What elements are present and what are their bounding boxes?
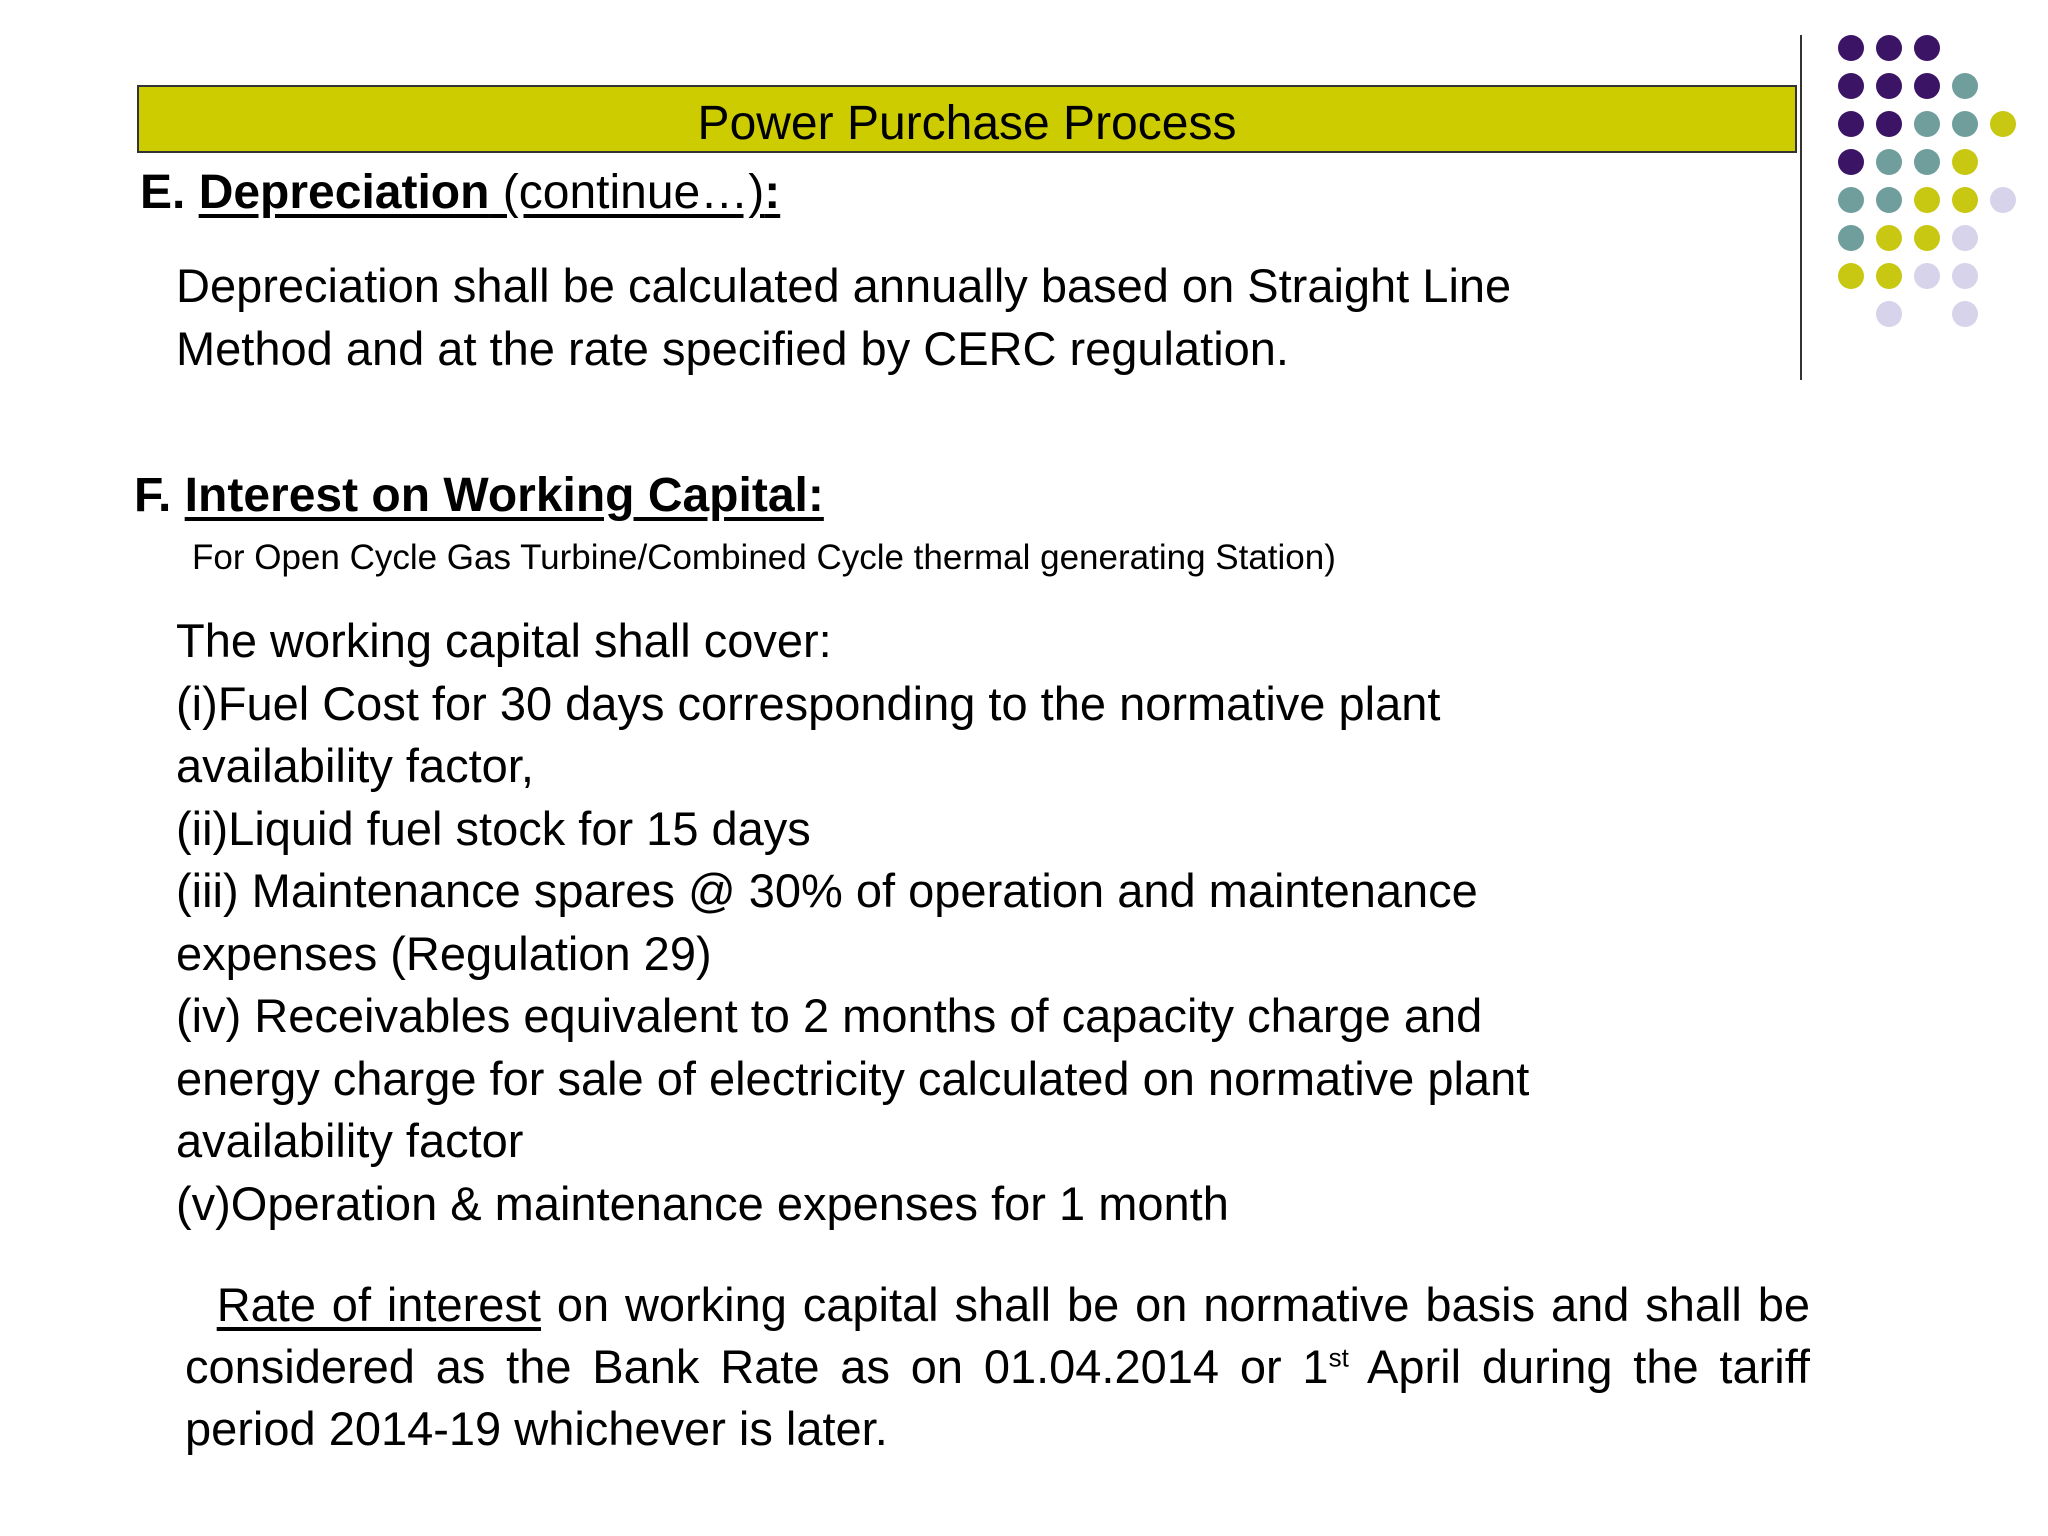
- rate-of-interest-term: Rate of interest: [216, 1278, 541, 1331]
- section-e-body-line: Method and at the rate specified by CERC regulation.: [176, 321, 1289, 375]
- section-e-title: Depreciation: [198, 166, 490, 219]
- decorative-dot: [1838, 263, 1864, 289]
- section-e-colon: :: [764, 166, 781, 219]
- section-e-prefix: E.: [140, 166, 199, 219]
- decorative-dot: [1990, 111, 2016, 137]
- decorative-dot: [1914, 35, 1940, 61]
- section-f-heading: [134, 468, 824, 523]
- decorative-dot: [1914, 263, 1940, 289]
- rate-text-part1: on working capital shall be on normative basis and shall be considered as the Bank Rate as on 01.04.2014 or 1: [185, 1278, 1810, 1393]
- section-f-title: Interest on Working Capital:: [184, 469, 824, 522]
- decorative-dot: [1876, 263, 1902, 289]
- decorative-dot: [1952, 187, 1978, 213]
- rate-text-part2: April during the tariff period 2014-19 whichever is later.: [185, 1340, 1810, 1455]
- rate-of-interest-paragraph: [185, 1274, 1810, 1460]
- decorative-divider-line: [1800, 35, 1802, 380]
- list-item: (ii)Liquid fuel stock for 15 days: [176, 801, 811, 855]
- section-e-body: [176, 255, 1511, 380]
- section-e-body-line: Depreciation shall be calculated annually based on Straight Line: [176, 259, 1512, 312]
- decorative-dot: [1914, 73, 1940, 99]
- section-e-suffix: (continue…): [489, 166, 765, 219]
- section-f-subheading: For Open Cycle Gas Turbine/Combined Cycle thermal generating Station): [192, 538, 1336, 577]
- list-item: availability factor,: [176, 739, 534, 792]
- decorative-dot: [1838, 225, 1864, 251]
- list-item: energy charge for sale of electricity calculated on normative plant: [176, 1051, 1530, 1105]
- section-e-heading: [140, 165, 780, 220]
- decorative-dot: [1876, 187, 1902, 213]
- decorative-dot: [1876, 111, 1902, 137]
- decorative-dot: [1876, 73, 1902, 99]
- decorative-dot: [1914, 149, 1940, 175]
- decorative-dot: [1952, 225, 1978, 251]
- decorative-dot: [1838, 187, 1864, 213]
- decorative-dot: [1838, 73, 1864, 99]
- list-item: expenses (Regulation 29): [176, 926, 712, 980]
- slide-title-bar: [137, 85, 1797, 153]
- decorative-dot: [1952, 149, 1978, 175]
- decorative-dot: [1952, 111, 1978, 137]
- section-f-prefix: F.: [134, 469, 185, 522]
- decorative-dot: [1952, 301, 1978, 327]
- slide-title: Power Purchase Process: [697, 96, 1237, 150]
- decorative-dot: [1838, 35, 1864, 61]
- list-item: (i)Fuel Cost for 30 days corresponding to the normative plant: [176, 676, 1441, 730]
- decorative-dot: [1876, 301, 1902, 327]
- decorative-dot: [1952, 73, 1978, 99]
- ordinal-superscript: st: [1328, 1342, 1349, 1373]
- working-capital-list: [176, 610, 1529, 1235]
- decorative-dot: [1952, 263, 1978, 289]
- decorative-dot: [1838, 111, 1864, 137]
- decorative-dot: [1876, 225, 1902, 251]
- list-item: The working capital shall cover:: [176, 614, 832, 667]
- decorative-dot: [1914, 111, 1940, 137]
- decorative-dot: [1876, 149, 1902, 175]
- decorative-dot: [1914, 225, 1940, 251]
- decorative-dot: [1876, 35, 1902, 61]
- list-item: availability factor: [176, 1114, 524, 1167]
- decorative-dot: [1990, 187, 2016, 213]
- decorative-dot: [1914, 187, 1940, 213]
- list-item: (iv) Receivables equivalent to 2 months of capacity charge and: [176, 989, 1483, 1042]
- list-item: (v)Operation & maintenance expenses for 1 month: [176, 1176, 1229, 1230]
- list-item: (iii) Maintenance spares @ 30% of operation and maintenance: [176, 864, 1478, 917]
- decorative-dot: [1838, 149, 1864, 175]
